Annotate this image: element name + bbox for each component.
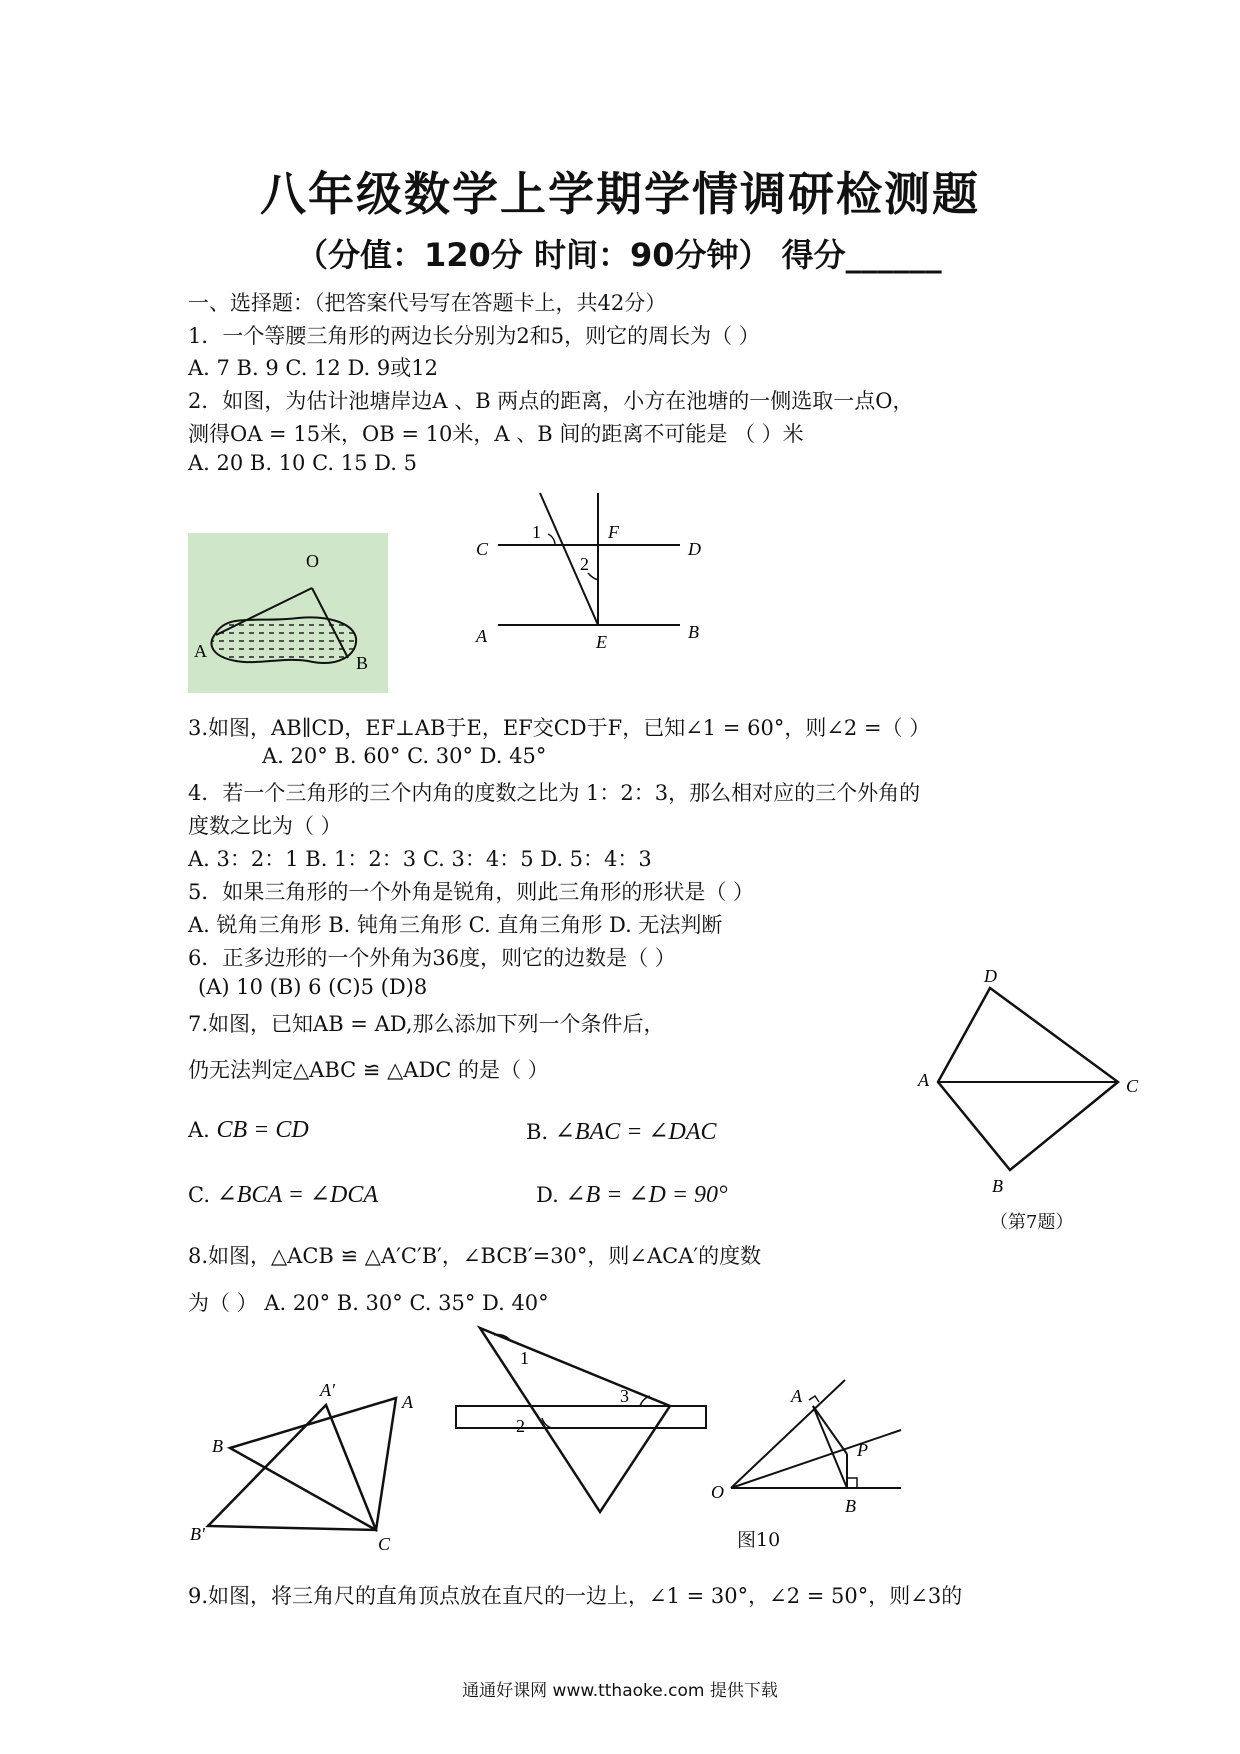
q7-stem-2: 仍无法判定△ABC ≌ △ADC 的是（ ）	[188, 1058, 549, 1082]
label-c: C	[476, 539, 489, 559]
label-b: B	[356, 653, 369, 673]
label-d: D	[984, 970, 997, 986]
q6-stem: 6．正多边形的一个外角为36度，则它的边数是（ ）	[188, 946, 676, 970]
q1-stem: 1．一个等腰三角形的两边长分别为2和5，则它的周长为（ ）	[188, 324, 760, 348]
q7-option-a-text: CB = CD	[216, 1117, 309, 1143]
q4-stem-2: 度数之比为（ ）	[188, 814, 342, 838]
label-o: O	[711, 1482, 724, 1502]
q8-stem-1: 8.如图，△ACB ≌ △A′C′B′，∠BCB′=30°，则∠ACA′的度数	[188, 1244, 762, 1268]
pond-shape	[212, 617, 357, 663]
angle-bisector-figure	[705, 1370, 905, 1520]
q7-option-d-letter: D.	[536, 1183, 559, 1207]
transversal	[540, 493, 598, 625]
right-angle-b	[847, 1478, 857, 1488]
label-e: E	[596, 632, 607, 652]
q5-stem: 5．如果三角形的一个外角是锐角，则此三角形的形状是（ ）	[188, 880, 755, 904]
label-c: C	[1126, 1076, 1139, 1096]
label-b: B	[845, 1496, 856, 1516]
footer: 通通好课网 www.tthaoke.com 提供下载	[462, 1681, 778, 1701]
angle-2-arc	[588, 573, 598, 580]
exam-info-text: （分值：120分 时间：90分钟） 得分	[296, 236, 846, 274]
q1-options: A. 7 B. 9 C. 12 D. 9或12	[188, 356, 438, 380]
q3-options: A. 20° B. 60° C. 30° D. 45°	[262, 744, 547, 768]
rotated-triangles-figure	[188, 1380, 428, 1560]
label-a: A	[402, 1392, 413, 1412]
q9-stem: 9.如图，将三角尺的直角顶点放在直尺的一边上，∠1 = 30°，∠2 = 50°，则∠3的	[188, 1584, 963, 1608]
label-angle-2: 2	[516, 1416, 525, 1436]
q7-option-b-letter: B.	[526, 1120, 549, 1144]
parallel-lines-figure	[470, 488, 720, 658]
q7-option-b-text: ∠BAC = ∠DAC	[554, 1119, 717, 1145]
q2-stem-1: 2．如图，为估计池塘岸边A 、B 两点的距离，小方在池塘的一侧选取一点O，	[188, 389, 914, 413]
q2-stem-2: 测得OA = 15米，OB = 10米，A 、B 间的距离不可能是 （ ）米	[188, 422, 804, 446]
label-f: F	[608, 522, 619, 542]
label-a: A	[918, 1070, 929, 1090]
label-p: P	[857, 1440, 868, 1460]
q7-option-a	[188, 1117, 309, 1144]
q4-stem-1: 4．若一个三角形的三个内角的度数之比为 1：2：3，那么相对应的三个外角的	[188, 781, 921, 805]
score-blank: ______	[845, 236, 942, 274]
q2-options: A. 20 B. 10 C. 15 D. 5	[188, 451, 417, 475]
exam-info	[296, 230, 942, 276]
section-heading: 一、选择题：（把答案代号写在答题卡上，共42分）	[188, 291, 667, 315]
label-d: D	[688, 539, 701, 559]
label-b-prime: B′	[190, 1524, 205, 1544]
right-angle-a	[809, 1396, 819, 1402]
label-a-prime: A′	[320, 1380, 335, 1400]
label-angle-1: 1	[520, 1348, 529, 1368]
label-c: C	[378, 1534, 391, 1554]
q7-option-d	[536, 1180, 728, 1209]
label-b: B	[212, 1436, 223, 1456]
q7-option-b	[526, 1117, 717, 1146]
triangle-apcbp	[208, 1405, 376, 1530]
set-square-figure	[450, 1320, 720, 1520]
q7-option-c	[188, 1180, 378, 1209]
page-title: 八年级数学上学期学情调研检测题	[260, 167, 980, 221]
label-b: B	[992, 1176, 1003, 1196]
label-b: B	[688, 622, 699, 642]
label-a: A	[194, 641, 207, 661]
q7-caption: （第7题）	[990, 1212, 1074, 1233]
q4-options: A. 3：2：1 B. 1：2：3 C. 3：4：5 D. 5：4：3	[188, 847, 652, 871]
label-o: O	[306, 551, 319, 571]
ray-oa	[731, 1380, 845, 1488]
q8-stem-2: 为（ ） A. 20° B. 30° C. 35° D. 40°	[188, 1291, 549, 1315]
label-angle-1: 1	[532, 522, 541, 542]
ray-op	[731, 1430, 901, 1488]
q7-stem-1: 7.如图，已知AB = AD,那么添加下列一个条件后，	[188, 1012, 665, 1036]
label-angle-3: 3	[620, 1386, 629, 1406]
q6-options: (A) 10 (B) 6 (C)5 (D)8	[198, 975, 428, 999]
kite-figure	[910, 970, 1150, 1200]
fig10-caption: 图10	[737, 1529, 781, 1551]
q7-option-a-letter: A.	[188, 1118, 210, 1142]
q7-option-c-letter: C.	[188, 1183, 210, 1207]
q7-option-d-text: ∠B = ∠D = 90°	[565, 1182, 728, 1208]
pond-figure	[188, 533, 388, 693]
label-a: A	[476, 626, 487, 646]
label-angle-2: 2	[580, 554, 589, 574]
kite-outline	[938, 988, 1118, 1170]
q5-options: A. 锐角三角形 B. 钝角三角形 C. 直角三角形 D. 无法判断	[188, 913, 723, 937]
angle-1-arc	[548, 534, 555, 545]
label-a: A	[791, 1386, 802, 1406]
q7-option-c-text: ∠BCA = ∠DCA	[216, 1182, 378, 1208]
q3-stem: 3.如图，AB∥CD，EF⊥AB于E，EF交CD于F，已知∠1 = 60°，则∠2 =（ ）	[188, 716, 931, 740]
